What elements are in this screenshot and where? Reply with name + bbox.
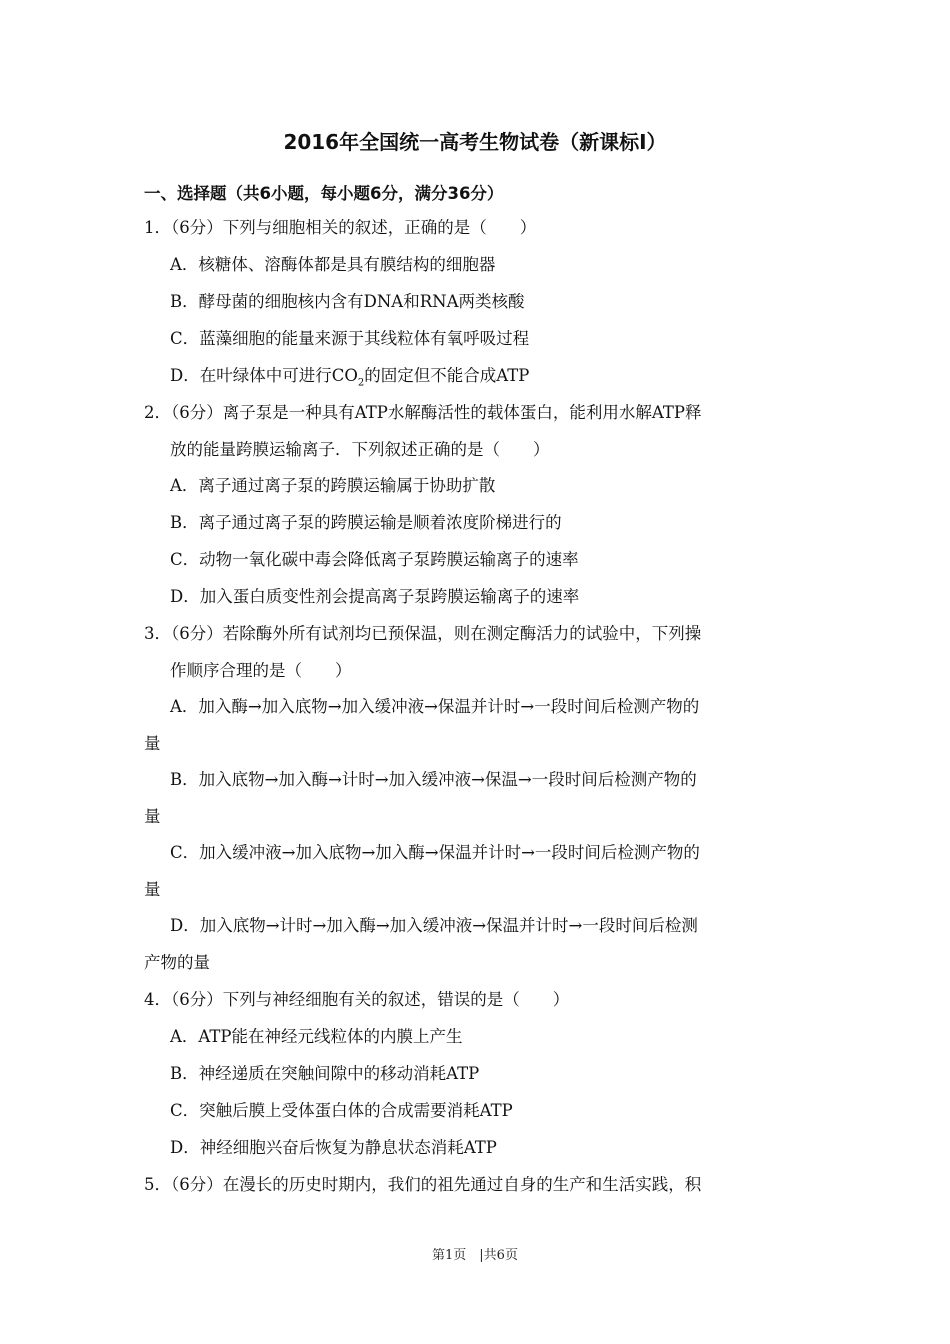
- question-3-stem: 3．（6分）若除酶外所有试剂均已预保温，则在测定酶活力的试验中，下列操: [144, 624, 702, 643]
- question-5-stem: 5．（6分）在漫长的历史时期内，我们的祖先通过自身的生产和生活实践，积: [144, 1175, 702, 1194]
- co2-subscript: 2: [357, 377, 365, 389]
- question-4-option-d: D．神经细胞兴奋后恢复为静息状态消耗ATP: [170, 1138, 497, 1157]
- question-3-option-a-wrap: 量: [144, 734, 161, 753]
- page-footer: 第1页 |共6页: [432, 1248, 518, 1263]
- question-2-option-b: B．离子通过离子泵的跨膜运输是顺着浓度阶梯进行的: [170, 513, 562, 532]
- section-heading: 一、选择题（共6小题，每小题6分，满分36分）: [144, 184, 504, 203]
- question-1-option-b: B．酵母菌的细胞核内含有DNA和RNA两类核酸: [170, 292, 525, 311]
- question-3-option-b: B．加入底物→加入酶→计时→加入缓冲液→保温→一段时间后检测产物的: [170, 770, 697, 789]
- question-3-option-c: C．加入缓冲液→加入底物→加入酶→保温并计时→一段时间后检测产物的: [170, 843, 700, 862]
- question-1-option-c: C．蓝藻细胞的能量来源于其线粒体有氧呼吸过程: [170, 329, 530, 348]
- question-1-option-a: A．核糖体、溶酶体都是具有膜结构的细胞器: [170, 255, 496, 274]
- option-d-text-post: 的固定但不能合成ATP: [364, 366, 530, 385]
- question-2-stem-continued: 放的能量跨膜运输离子．下列叙述正确的是（ ）: [170, 440, 550, 459]
- question-4-stem: 4．（6分）下列与神经细胞有关的叙述，错误的是（ ）: [144, 990, 570, 1009]
- question-3-option-c-wrap: 量: [144, 880, 161, 899]
- question-4-option-b: B．神经递质在突触间隙中的移动消耗ATP: [170, 1064, 480, 1083]
- question-3-option-d-wrap: 产物的量: [144, 953, 210, 972]
- question-3-option-b-wrap: 量: [144, 807, 161, 826]
- question-1-stem: 1．（6分）下列与细胞相关的叙述，正确的是（ ）: [144, 218, 537, 237]
- question-2-option-d: D．加入蛋白质变性剂会提高离子泵跨膜运输离子的速率: [170, 587, 580, 606]
- question-3-stem-continued: 作顺序合理的是（ ）: [170, 661, 352, 680]
- option-d-text-pre: D．在叶绿体中可进行CO: [170, 366, 358, 385]
- question-2-option-c: C．动物一氧化碳中毒会降低离子泵跨膜运输离子的速率: [170, 550, 579, 569]
- question-4-option-a: A．ATP能在神经元线粒体的内膜上产生: [170, 1027, 463, 1046]
- question-3-option-a: A．加入酶→加入底物→加入缓冲液→保温并计时→一段时间后检测产物的: [170, 697, 700, 716]
- question-3-option-d: D．加入底物→计时→加入酶→加入缓冲液→保温并计时→一段时间后检测: [170, 916, 698, 935]
- page-title: 2016年全国统一高考生物试卷（新课标Ⅰ）: [283, 130, 667, 154]
- question-1-option-d: [170, 364, 529, 395]
- question-2-stem: 2．（6分）离子泵是一种具有ATP水解酶活性的载体蛋白，能利用水解ATP释: [144, 403, 702, 422]
- question-4-option-c: C．突触后膜上受体蛋白体的合成需要消耗ATP: [170, 1101, 513, 1120]
- question-2-option-a: A．离子通过离子泵的跨膜运输属于协助扩散: [170, 476, 496, 495]
